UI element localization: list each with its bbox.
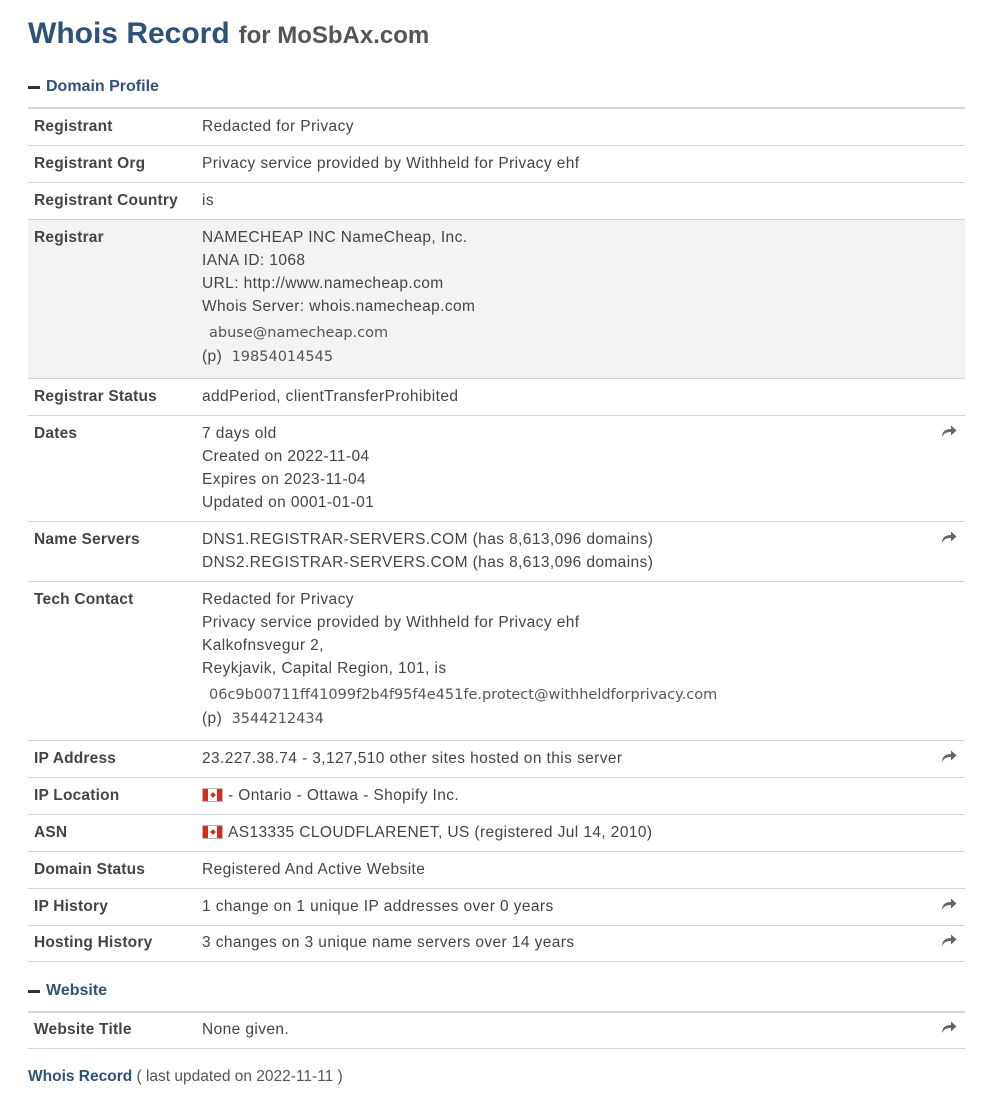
minus-icon	[28, 86, 40, 89]
registrar-email: abuse@namecheap.com	[209, 324, 389, 341]
updated-date: Updated on 0001-01-01	[202, 493, 375, 511]
tech-contact-name: Redacted for Privacy	[202, 590, 354, 608]
canada-flag-icon	[202, 825, 223, 839]
label-domain-status: Domain Status	[34, 860, 146, 878]
share-arrow-icon[interactable]	[941, 897, 957, 911]
tech-contact-email: 06c9b00711ff41099f2b4f95f4e451fe.protect@withheldforprivacy.com	[209, 686, 718, 703]
expires-date: Expires on 2023-11-04	[202, 470, 367, 488]
row-ip-location	[28, 777, 965, 814]
row-ip-history	[28, 888, 965, 925]
value-hosting-history[interactable]: 3 changes on 3 unique name servers over 14 years	[202, 933, 575, 951]
label-registrant-org: Registrant Org	[34, 154, 146, 172]
created-date: Created on 2022-11-04	[202, 447, 370, 465]
minus-icon	[28, 990, 40, 993]
value-ip-location	[202, 777, 933, 814]
section-website[interactable]	[28, 982, 107, 1000]
label-asn: ASN	[34, 823, 68, 841]
row-asn	[28, 814, 965, 851]
footer-last-updated: ( last updated on 2022-11-11 )	[136, 1068, 343, 1085]
value-registrar-status: addPeriod, clientTransferProhibited	[202, 387, 459, 405]
label-registrant: Registrant	[34, 118, 113, 135]
tech-contact-phone-prefix: (p)	[202, 709, 223, 727]
share-arrow-icon[interactable]	[941, 1020, 957, 1034]
value-domain-status: Registered And Active Website	[202, 860, 426, 878]
row-domain-status	[28, 851, 965, 888]
label-ip-location: IP Location	[34, 786, 120, 804]
canada-flag-icon	[202, 788, 223, 802]
value-tech-contact	[202, 581, 933, 740]
row-registrar	[28, 219, 965, 378]
value-registrant-org: Privacy service provided by Withheld for Privacy ehf	[202, 154, 580, 172]
name-server-2[interactable]: DNS2.REGISTRAR-SERVERS.COM (has 8,613,096 domains)	[202, 553, 654, 571]
share-arrow-icon[interactable]	[941, 530, 957, 544]
row-name-servers	[28, 521, 965, 581]
domain-profile-table	[28, 107, 965, 962]
registrar-iana-id: IANA ID: 1068	[202, 251, 306, 269]
label-dates: Dates	[34, 424, 78, 442]
tech-contact-street: Kalkofnsvegur 2,	[202, 636, 324, 654]
website-table	[28, 1011, 965, 1049]
row-registrant	[28, 108, 965, 145]
label-registrar: Registrar	[34, 228, 104, 246]
value-registrar	[202, 219, 933, 378]
value-registrant-country: is	[202, 191, 214, 209]
row-registrant-country	[28, 182, 965, 219]
share-arrow-icon[interactable]	[941, 424, 957, 438]
label-hosting-history: Hosting History	[34, 933, 153, 951]
registrar-whois-server: Whois Server: whois.namecheap.com	[202, 297, 476, 315]
name-server-1[interactable]: DNS1.REGISTRAR-SERVERS.COM (has 8,613,096 domains)	[202, 530, 654, 548]
share-arrow-icon[interactable]	[941, 749, 957, 763]
page-title-main: Whois Record	[28, 17, 230, 50]
value-registrant: Redacted for Privacy	[202, 118, 354, 135]
row-dates	[28, 415, 965, 521]
registrar-phone: 19854014545	[231, 348, 334, 365]
value-ip-address[interactable]: 23.227.38.74 - 3,127,510 other sites hosted on this server	[202, 749, 623, 767]
value-website-title: None given.	[202, 1021, 290, 1038]
label-tech-contact: Tech Contact	[34, 590, 134, 608]
ip-location-text: - Ontario - Ottawa - Shopify Inc.	[228, 786, 460, 804]
label-website-title: Website Title	[34, 1021, 132, 1038]
tech-contact-city: Reykjavik, Capital Region, 101, is	[202, 659, 447, 677]
registrar-phone-line	[202, 345, 933, 369]
value-name-servers	[202, 521, 933, 581]
label-ip-address: IP Address	[34, 749, 117, 767]
row-website-title	[28, 1012, 965, 1048]
row-hosting-history	[28, 925, 965, 961]
footer-whois-record-link[interactable]: Whois Record	[28, 1068, 133, 1085]
footer	[28, 1068, 343, 1086]
value-asn	[202, 814, 933, 851]
tech-contact-phone: 3544212434	[231, 710, 324, 727]
page-title	[28, 14, 429, 51]
asn-text: AS13335 CLOUDFLARENET, US (registered Jul 14, 2010)	[228, 823, 653, 841]
row-tech-contact	[28, 581, 965, 740]
row-ip-address	[28, 740, 965, 777]
label-name-servers: Name Servers	[34, 530, 140, 548]
tech-contact-org: Privacy service provided by Withheld for Privacy ehf	[202, 613, 580, 631]
label-registrar-status: Registrar Status	[34, 387, 157, 405]
value-dates	[202, 415, 933, 521]
label-registrant-country: Registrant Country	[34, 191, 178, 209]
value-ip-history[interactable]: 1 change on 1 unique IP addresses over 0 years	[202, 897, 554, 915]
row-registrar-status	[28, 378, 965, 415]
section-website-label: Website	[46, 982, 108, 999]
section-domain-profile-label: Domain Profile	[46, 78, 159, 95]
registrar-name: NAMECHEAP INC NameCheap, Inc.	[202, 228, 468, 246]
page-title-domain: for MoSbAx.com	[238, 22, 430, 49]
tech-contact-phone-line	[202, 707, 933, 731]
registrar-phone-prefix: (p)	[202, 347, 223, 365]
domain-age: 7 days old	[202, 424, 277, 442]
label-ip-history: IP History	[34, 897, 109, 915]
row-registrant-org	[28, 145, 965, 182]
section-domain-profile[interactable]	[28, 78, 159, 96]
share-arrow-icon[interactable]	[941, 933, 957, 947]
registrar-url: URL: http://www.namecheap.com	[202, 274, 444, 292]
